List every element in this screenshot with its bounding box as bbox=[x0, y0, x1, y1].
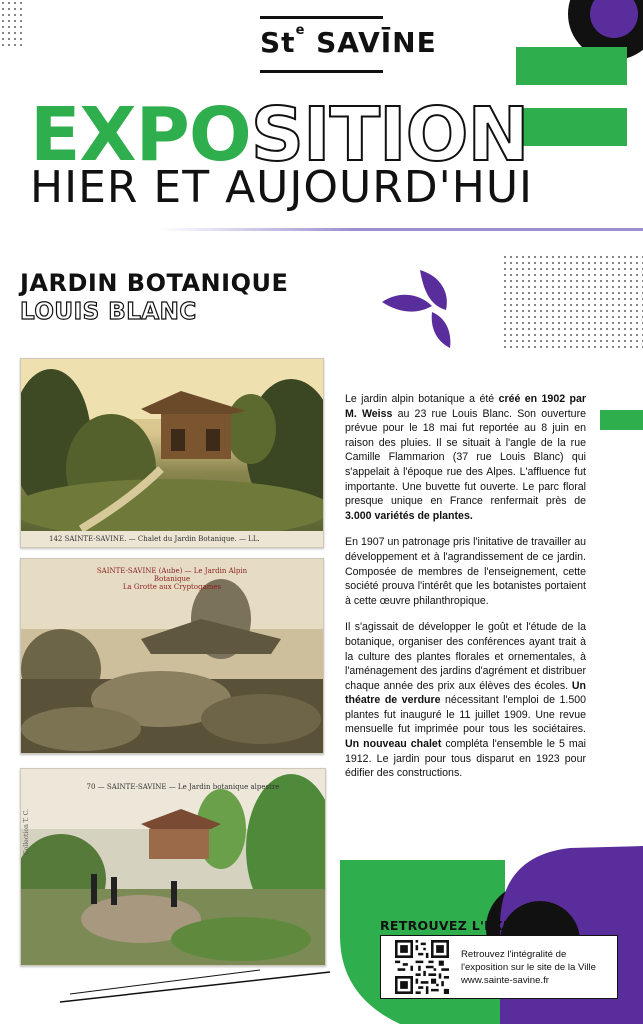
logo-name: SAVĪNE bbox=[316, 26, 437, 59]
green-bar-2 bbox=[516, 108, 627, 146]
p3-bold-b: Un nouveau chalet bbox=[345, 738, 442, 751]
cta-line-1: Retrouvez l'intégralité de bbox=[461, 949, 567, 960]
paragraph-3 bbox=[345, 620, 586, 781]
logo-superscript: e bbox=[295, 22, 306, 38]
photo-alpestre-art bbox=[21, 769, 325, 965]
photo-chalet-caption: 142 SAINTE-SAVINE. — Chalet du Jardin Botanique. — LL. bbox=[21, 531, 323, 547]
p3-text-b: nécessitant l'emploi de 1.500 plantes fut inauguré le 11 juillet 1909. Une revue mensuelle fut imprimée pour tous les sociétaires. bbox=[345, 694, 586, 736]
photo-grotte bbox=[20, 558, 324, 754]
qr-code-icon[interactable] bbox=[395, 940, 449, 994]
p3-bold-a: Un théatre de verdure bbox=[345, 679, 586, 707]
logo-prefix: St bbox=[260, 26, 296, 59]
exposition-subtitle: HIER ET AUJOURD'HUI bbox=[30, 162, 534, 213]
photo-alpestre-caption: 70 — SAINTE-SAVINE — Le Jardin botanique alpestre bbox=[86, 783, 280, 791]
green-bar-3 bbox=[600, 410, 643, 430]
cta-title: RETROUVEZ L'EXPOSITION bbox=[380, 918, 573, 933]
section-subheading: LOUIS BLANC bbox=[20, 299, 197, 325]
exposition-title bbox=[30, 92, 529, 178]
logo bbox=[260, 22, 437, 59]
article-body bbox=[345, 392, 586, 793]
p1-text-b: au 23 rue Louis Blanc. Son ouverture prévue pour le 18 mai fut reportée au 8 juin en raison des pluies. Il se situait à l'angle de la rue Camille Flammarion (37 rue Louis Blanc) qui s'appelait à l'époque rue des Alpes. L'affluence fut importante. Une buvette fut ouverte. Le parc floral presque unique en France renfermait près de bbox=[345, 407, 586, 508]
paragraph-2: En 1907 un patronage pris l'initative de travailler au développement et à l'agrandissement de ce jardin. Composée de membres de l'enseignement, cette société prouva l'intérêt que les botanistes portaient à cette œuvre philanthropique. bbox=[345, 536, 586, 607]
diagonal-lines-bottom bbox=[60, 960, 340, 1004]
paragraph-1 bbox=[345, 392, 586, 523]
dot-pattern-top-left bbox=[0, 0, 22, 46]
photo-jardin-alpestre bbox=[20, 768, 326, 966]
p1-bold-b: 3.000 variétés de plantes. bbox=[345, 509, 473, 522]
cta-box bbox=[380, 935, 618, 999]
photo-grotte-caption: SAINTE-SAVINE (Aube) — Le Jardin Alpin Botanique La Grotte aux Cryptogames bbox=[96, 567, 248, 591]
green-bar-1 bbox=[516, 47, 627, 85]
dot-pattern-right bbox=[502, 254, 643, 350]
cta-text bbox=[461, 948, 596, 987]
p3-text-c: compléta l'ensemble le 5 mai 1912. Le jardin pour tous disparut en 1923 pour édifier des constructions. bbox=[345, 738, 586, 780]
p1-text-a: Le jardin alpin botanique a été bbox=[345, 393, 499, 405]
p3-text-a: Il s'agissait de développer le goût et l'étude de la botanique, organiser des conférences ayant trait à la culture des plantes florales et ornementales, à l'aménagement des jardins d'agrément et distribuer chaque année des prix aux élèves des écoles. bbox=[345, 621, 586, 692]
title-outline-part: SITION bbox=[250, 92, 529, 178]
logo-bottom-rule bbox=[260, 70, 383, 73]
section-heading: JARDIN BOTANIQUE bbox=[20, 269, 289, 297]
p1-bold-a: créé en 1902 par M. Weiss bbox=[345, 393, 586, 420]
photo-alpestre-sidemark: Collection T. C. bbox=[23, 809, 30, 855]
photo-chalet bbox=[20, 358, 324, 548]
cta-line-2: l'exposition sur le site de la Ville bbox=[461, 962, 596, 973]
leaf-icon bbox=[380, 262, 460, 350]
title-green-part: EXPO bbox=[30, 92, 251, 178]
logo-top-rule bbox=[260, 16, 383, 19]
purple-divider bbox=[160, 228, 643, 231]
cta-website-link[interactable]: www.sainte-savine.fr bbox=[461, 975, 549, 986]
photo-chalet-art bbox=[21, 359, 323, 547]
